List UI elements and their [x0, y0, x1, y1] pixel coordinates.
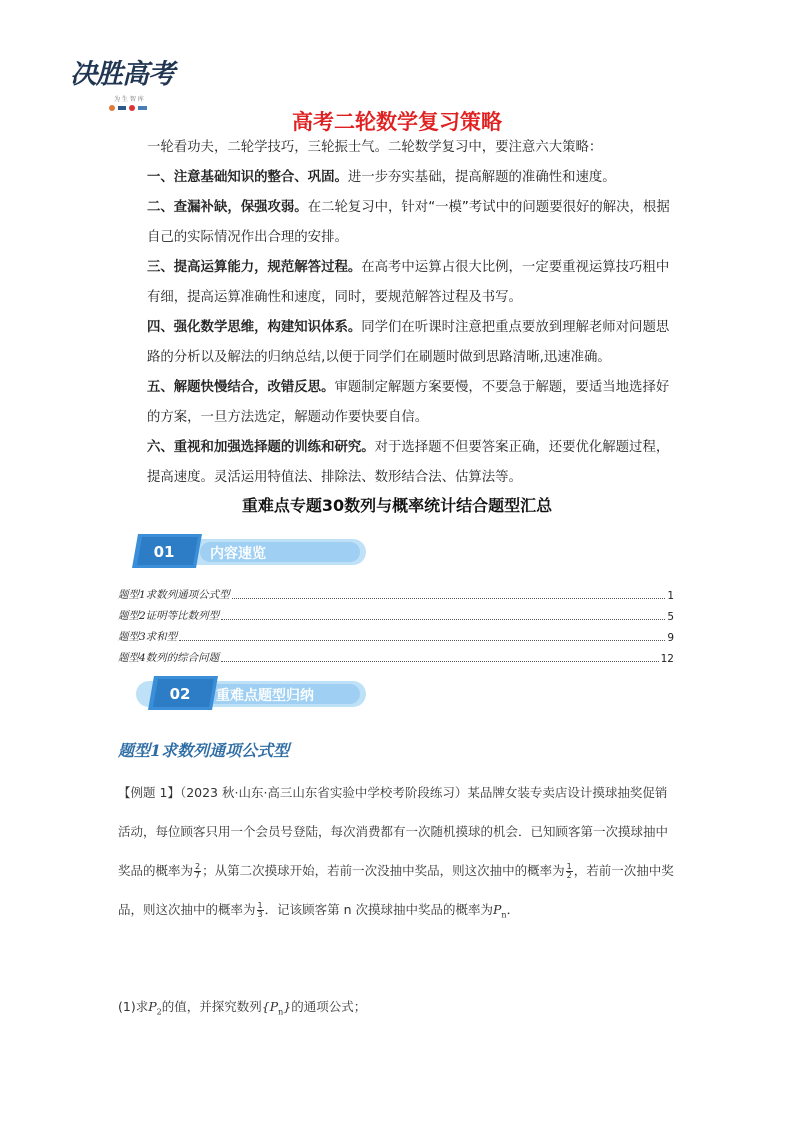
strategy-head: 五、解题快慢结合，改错反思。	[147, 380, 335, 395]
example-text: 某品牌女装专卖店设计摸球抽奖促销活动，每位顾客只用一个会员号登陆，每次消费都有一次随机摸球的机会．已知顾客第一次摸球抽中奖品的概率为	[118, 785, 669, 878]
toc-label: 题型4数列的综合问题	[118, 652, 220, 664]
toc-item[interactable]	[118, 607, 674, 623]
example-tag: 【例题 1】	[118, 785, 180, 800]
toc-page: 5	[667, 611, 674, 623]
example-text: ．	[506, 902, 520, 917]
toc-leader	[179, 640, 665, 641]
strategy-body: 进一步夯实基础，提高解题的准确性和速度。	[347, 170, 616, 185]
strategy-head: 二、查漏补缺，保强攻弱。	[147, 200, 308, 215]
toc-leader	[221, 619, 665, 620]
strategy-body: 对于选择题不但要答案正确，还要优化解题过程，提高速度。灵活运用特值法、排除法、数形结合法、估算法等。	[147, 440, 670, 485]
question-text: 的通项公式；	[291, 999, 367, 1014]
example-text: ，若前一次抽中奖品，则这次抽中的概率为	[118, 863, 674, 917]
toc-page: 1	[667, 590, 674, 602]
banner-number: 02	[169, 685, 191, 703]
example-source: （2023 秋·山东·高三山东省实验中学校考阶段练习）	[179, 785, 468, 800]
strategy-head: 三、提高运算能力，规范解答过程。	[147, 260, 362, 275]
topic-subtitle: 重难点专题30数列与概率统计结合题型汇总	[241, 496, 553, 515]
banner-label: 内容速览	[210, 546, 266, 562]
toc-label: 题型3求和型	[118, 631, 178, 643]
fraction: $\frac{2}{7}$	[195, 862, 201, 880]
example-text: ；从第二次摸球开始，若前一次没抽中奖品，则这次抽中的概率为	[202, 863, 565, 878]
logo-text: 决胜高考	[70, 59, 174, 90]
question-text: 的值，并探究数列	[161, 999, 262, 1014]
math-var: $P_2$	[148, 999, 162, 1017]
toc-page: 9	[667, 632, 674, 644]
toc-page: 12	[660, 653, 674, 665]
section-banner-overview	[130, 530, 370, 570]
strategy-body: 在二轮复习中，针对“一模”考试中的问题要很好的解决，根据自己的实际情况作出合理的安排。	[147, 200, 670, 245]
strategy-head: 六、重视和加强选择题的训练和研究。	[147, 440, 375, 455]
section-heading: 题型1求数列通项公式型	[118, 741, 290, 760]
question-text: (1)求	[118, 999, 149, 1014]
question-1	[118, 987, 678, 1032]
toc-label: 题型1求数列通项公式型	[118, 589, 230, 601]
toc-leader	[232, 598, 666, 599]
toc-label: 题型2证明等比数列型	[118, 610, 220, 622]
strategy-3	[147, 253, 672, 313]
strategy-6	[147, 433, 672, 493]
math-var: $P_n$	[492, 902, 507, 920]
banner-label: 重难点题型归纳	[216, 688, 314, 704]
strategy-body: 在高考中运算占很大比例，一定要重视运算技巧粗中有细，提高运算准确性和速度，同时，要规范解答过程及书写。	[147, 260, 670, 305]
example-text: ．记该顾客第 n 次摸球抽中奖品的概率为	[264, 902, 493, 917]
strategy-head: 四、强化数学思维，构建知识体系。	[147, 320, 362, 335]
fraction: $\frac{1}{2}$	[566, 862, 572, 880]
strategy-2	[147, 193, 672, 253]
strategy-body: 同学们在听课时注意把重点要放到理解老师对问题思路的分析以及解法的归纳总结,以便于同学们在刷题时做到思路清晰,迅速准确。	[147, 320, 670, 365]
toc-item[interactable]	[118, 628, 674, 644]
toc-leader	[221, 661, 658, 662]
intro-paragraph: 一轮看功夫，二轮学技巧，三轮振士气。二轮数学复习中，要注意六大策略：	[147, 140, 603, 155]
strategy-4	[147, 313, 672, 373]
strategy-1	[147, 163, 672, 193]
math-set: $\{P_n\}$	[261, 999, 292, 1017]
page-title: 高考二轮数学复习策略	[292, 110, 502, 134]
example-problem	[118, 773, 678, 935]
strategy-5	[147, 373, 672, 433]
strategy-body: 审题制定解题方案要慢，不要急于解题，要适当地选择好的方案，一旦方法选定，解题动作要快要自信。	[147, 380, 670, 425]
banner-number: 01	[153, 543, 175, 561]
toc-item[interactable]	[118, 586, 674, 602]
strategy-head: 一、注意基础知识的整合、巩固。	[147, 170, 348, 185]
logo-subtext: 为 生 智 库	[114, 96, 144, 103]
toc-item[interactable]	[118, 649, 674, 665]
section-banner-types	[130, 672, 370, 712]
fraction: $\frac{1}{3}$	[257, 901, 263, 919]
